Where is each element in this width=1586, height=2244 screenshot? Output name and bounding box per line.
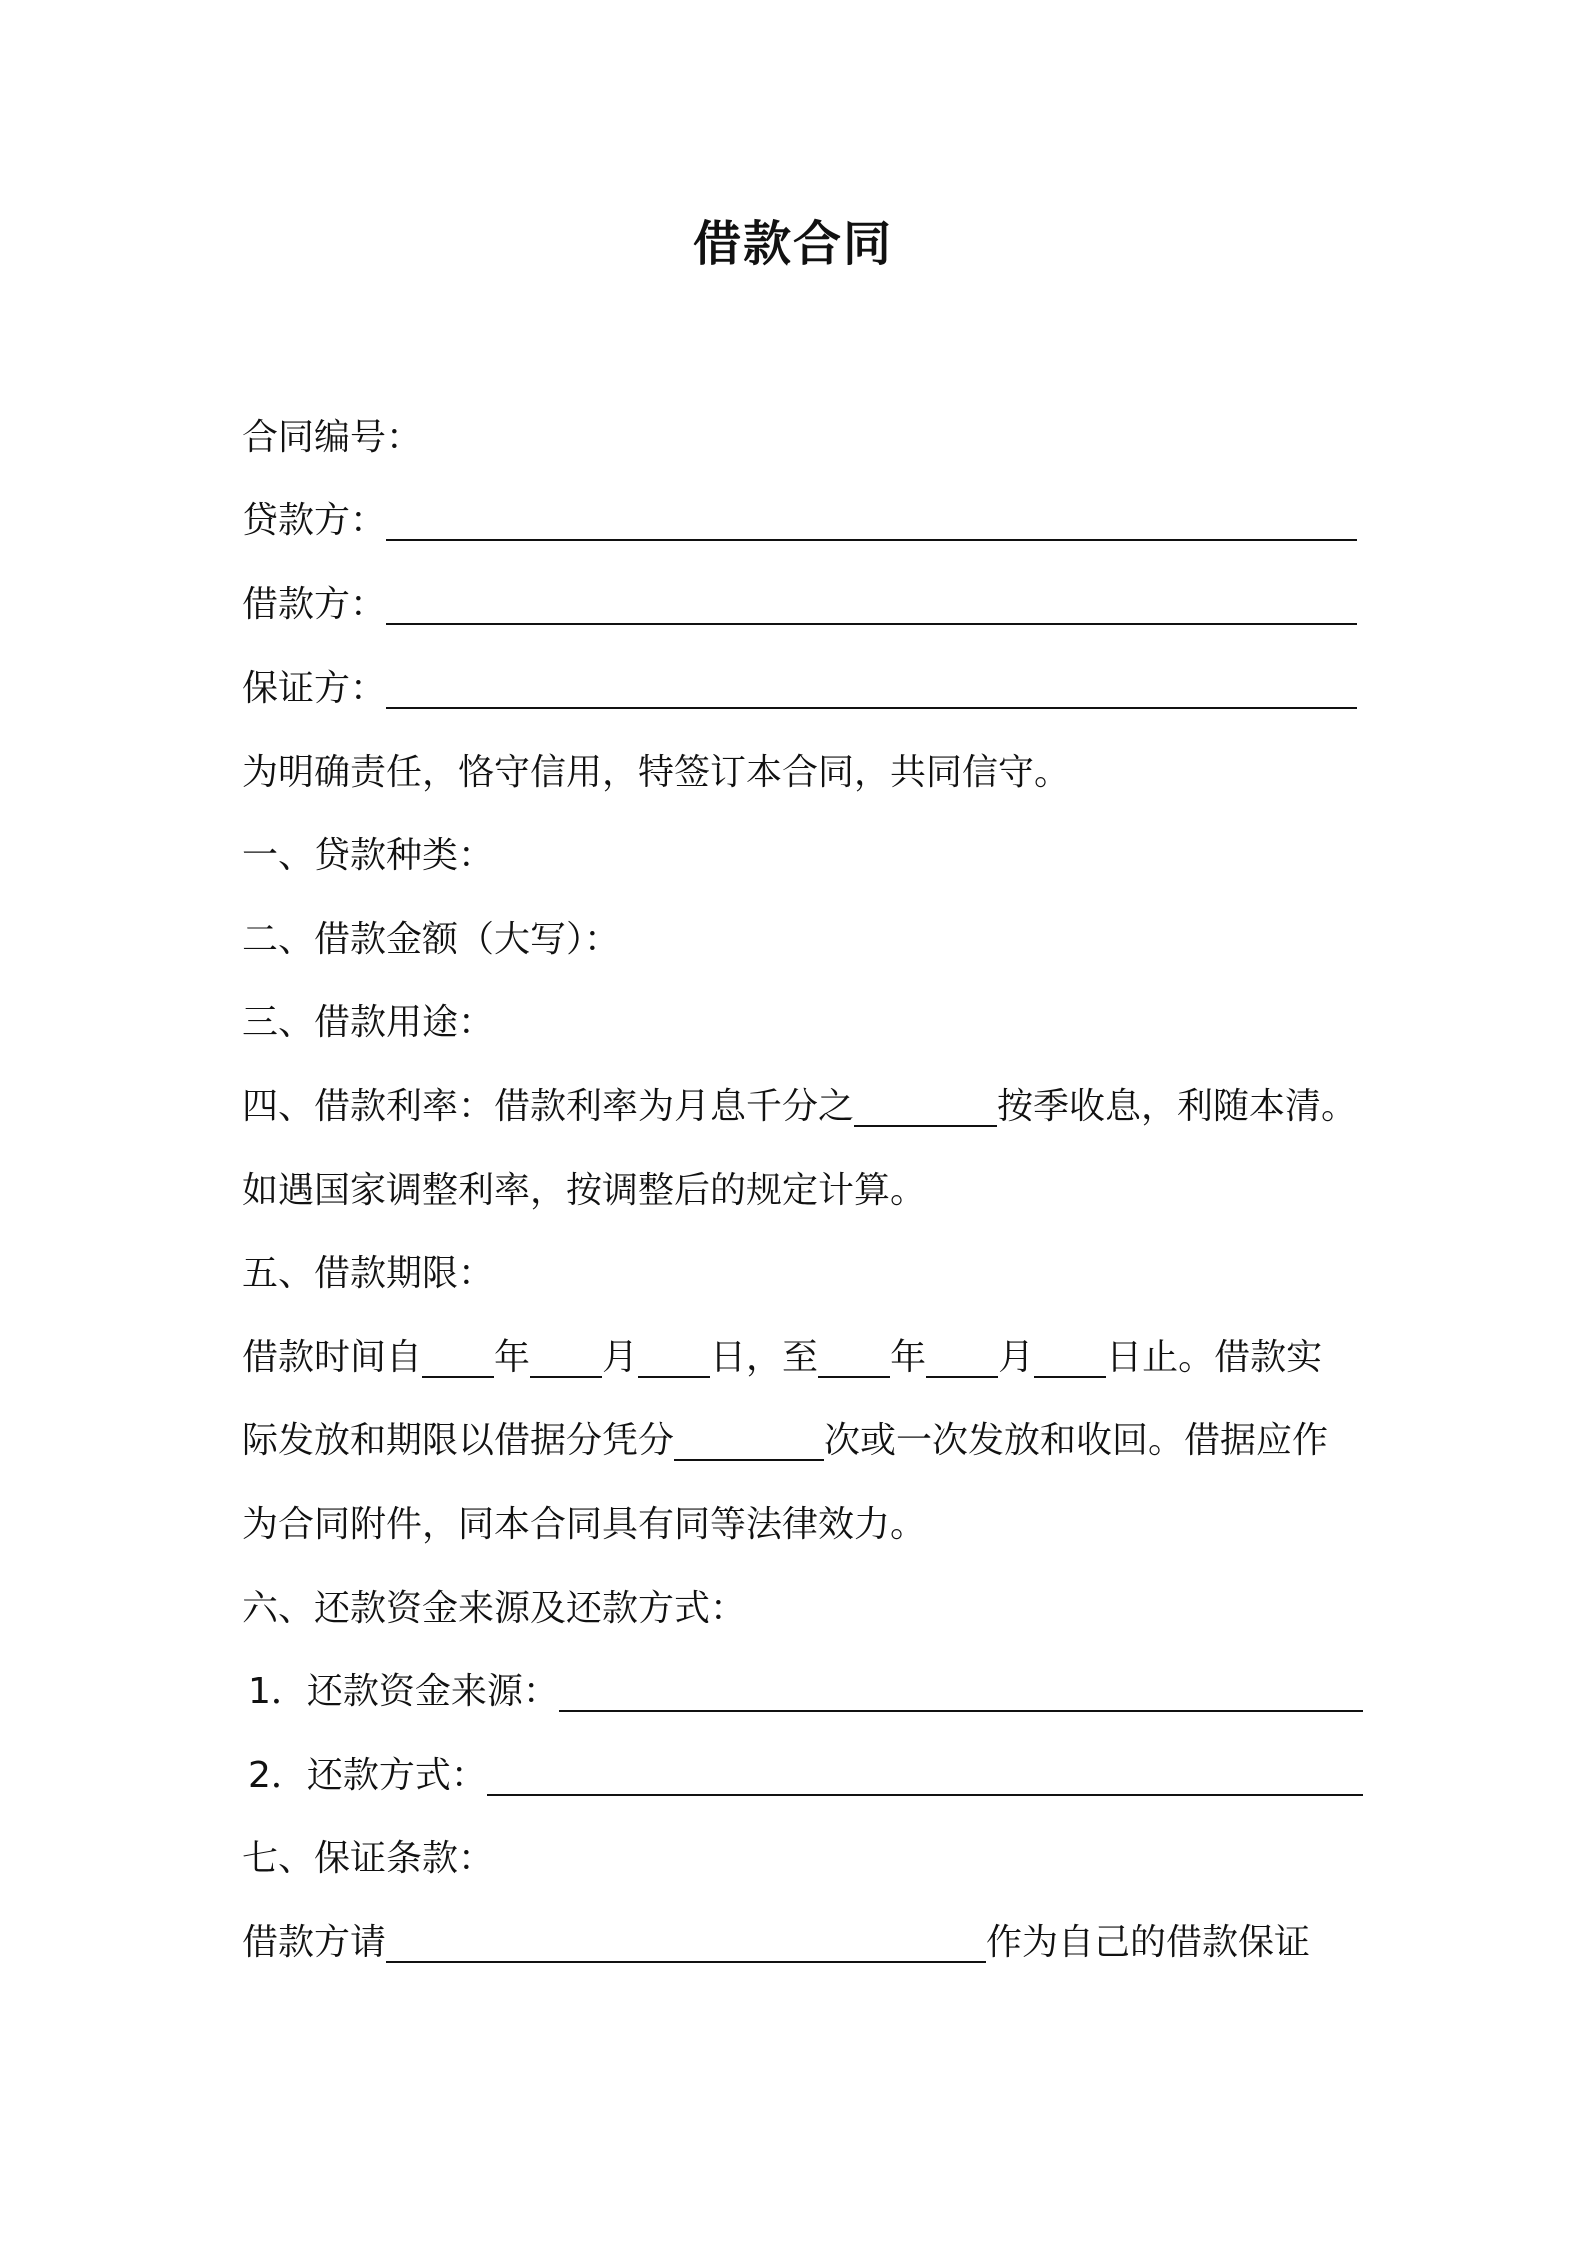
section-4-line-2 — [242, 1161, 1357, 1221]
end-year-label: 年 — [890, 1337, 927, 1378]
end-month-label: 月 — [998, 1337, 1035, 1378]
section-2-line — [242, 910, 1357, 970]
section-5-heading: 五、借款期限： — [242, 1253, 495, 1294]
start-month-blank[interactable] — [530, 1332, 602, 1378]
attachment-line — [242, 1495, 1357, 1555]
document-title: 借款合同 — [692, 216, 893, 272]
section-2-heading: 二、借款金额（大写）： — [242, 919, 621, 960]
disbursement-text-b: 次或一次发放和收回。借据应作 — [824, 1420, 1329, 1461]
contract-number-line — [242, 408, 1357, 468]
section-4-part-2: 按季收息，利随本清。 — [996, 1086, 1357, 1127]
installments-blank[interactable] — [674, 1415, 824, 1461]
section-4-line-1 — [242, 1077, 1357, 1137]
repayment-source-line — [242, 1662, 1363, 1722]
start-year-label: 年 — [494, 1337, 531, 1378]
start-year-blank[interactable] — [422, 1332, 494, 1378]
attachment-text: 为合同附件，同本合同具有同等法律效力。 — [242, 1504, 927, 1545]
interest-rate-blank[interactable] — [854, 1081, 997, 1127]
end-month-blank[interactable] — [926, 1332, 998, 1378]
section-3-heading: 三、借款用途： — [242, 1002, 495, 1043]
guarantor-line — [242, 659, 1357, 719]
section-1-heading: 一、贷款种类： — [242, 835, 495, 876]
start-day-label: 日，至 — [710, 1337, 819, 1378]
disbursement-text-a: 际发放和期限以借据分凭分 — [242, 1420, 675, 1461]
loan-period-line — [242, 1328, 1357, 1388]
lender-line — [242, 491, 1357, 551]
section-6-heading-line — [242, 1579, 1357, 1639]
guarantee-line — [242, 1913, 1357, 1973]
end-day-blank[interactable] — [1034, 1332, 1106, 1378]
guarantor-label: 保证方： — [242, 668, 387, 709]
end-year-blank[interactable] — [818, 1332, 890, 1378]
end-day-label: 日止。借款实 — [1106, 1337, 1323, 1378]
repayment-method-blank[interactable] — [487, 1750, 1363, 1796]
section-6-heading: 六、还款资金来源及还款方式： — [242, 1588, 747, 1629]
repayment-source-label: 1．还款资金来源： — [248, 1671, 559, 1712]
section-5-heading-line — [242, 1244, 1357, 1304]
borrower-line — [242, 575, 1357, 635]
borrower-label: 借款方： — [242, 584, 387, 625]
lender-blank[interactable] — [386, 495, 1357, 541]
repayment-method-line — [242, 1746, 1363, 1806]
repayment-method-label: 2．还款方式： — [248, 1755, 487, 1796]
section-4-part-1: 四、借款利率：借款利率为月息千分之 — [242, 1086, 855, 1127]
section-7-heading-line — [242, 1829, 1357, 1889]
guarantor-name-blank[interactable] — [386, 1917, 986, 1963]
start-month-label: 月 — [602, 1337, 639, 1378]
guarantee-text-a: 借款方请 — [242, 1922, 387, 1963]
intro-text: 为明确责任，恪守信用，特签订本合同，共同信守。 — [242, 752, 1071, 793]
intro-line — [242, 743, 1357, 803]
disbursement-line — [242, 1411, 1357, 1471]
section-7-heading: 七、保证条款： — [242, 1838, 495, 1879]
section-3-line — [242, 993, 1357, 1053]
borrower-blank[interactable] — [386, 579, 1357, 625]
guarantor-blank[interactable] — [386, 663, 1357, 709]
contract-number-label: 合同编号： — [242, 417, 423, 458]
section-4-line-2-text: 如遇国家调整利率，按调整后的规定计算。 — [242, 1170, 927, 1211]
guarantee-text-b: 作为自己的借款保证 — [986, 1922, 1311, 1963]
start-day-blank[interactable] — [638, 1332, 710, 1378]
lender-label: 贷款方： — [242, 500, 387, 541]
repayment-source-blank[interactable] — [559, 1666, 1363, 1712]
section-1-line — [242, 826, 1357, 886]
loan-period-start-text: 借款时间自 — [242, 1337, 423, 1378]
